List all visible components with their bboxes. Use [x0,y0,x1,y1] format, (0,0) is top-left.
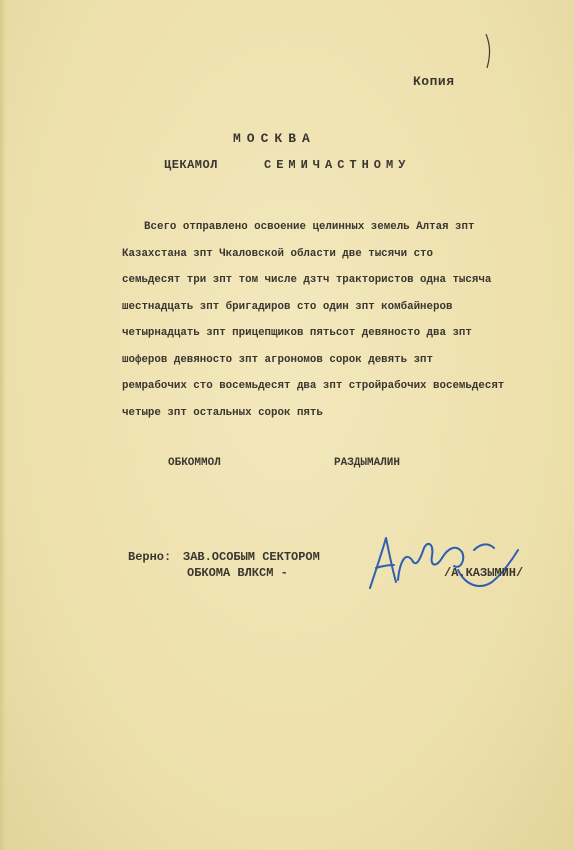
body-line: Казахстана зпт Чкаловской области две тысячи сто [122,247,434,260]
certifier-name: /А.КАЗЫМИН/ [444,566,524,580]
sender-name: РАЗДЫМАЛИН [334,457,401,469]
handwritten-signature [362,530,532,600]
certification-label: Верно: [128,550,172,564]
body-line: Всего отправлено освоение целинных земель Алтая зпт [144,221,475,233]
addressee-org: ЦЕКАМОЛ [164,158,218,172]
body-line: четыре зпт остальных сорок пять [122,406,323,419]
body-line: шестнадцать зпт бригадиров сто один зпт комбайнеров [122,300,453,313]
pencil-mark [484,34,492,68]
addressee-person: СЕМИЧАСТНОМУ [264,158,411,172]
telegram-body [122,219,562,431]
sender-org: ОБКОММОЛ [168,457,221,469]
addressee-city: МОСКВА [233,131,316,146]
body-line: ремрабочих сто восемьдесят два зпт стройрабочих восемьдесят [122,380,505,392]
certification-title-line2: ОБКОМА ВЛКСМ - [187,566,288,580]
signature-strokes [370,538,518,588]
copy-label: Копия [413,74,455,89]
body-line: четырнадцать зпт прицепщиков пятьсот девяносто два зпт [122,327,472,339]
body-line: семьдесят три зпт том числе дзтч трактористов одна тысяча [122,274,492,286]
certification-title-line1: ЗАВ.ОСОБЫМ СЕКТОРОМ [183,550,320,564]
body-line: шоферов девяносто зпт агрономов сорок девять зпт [122,353,434,366]
paper-edge-shadow [0,0,6,850]
